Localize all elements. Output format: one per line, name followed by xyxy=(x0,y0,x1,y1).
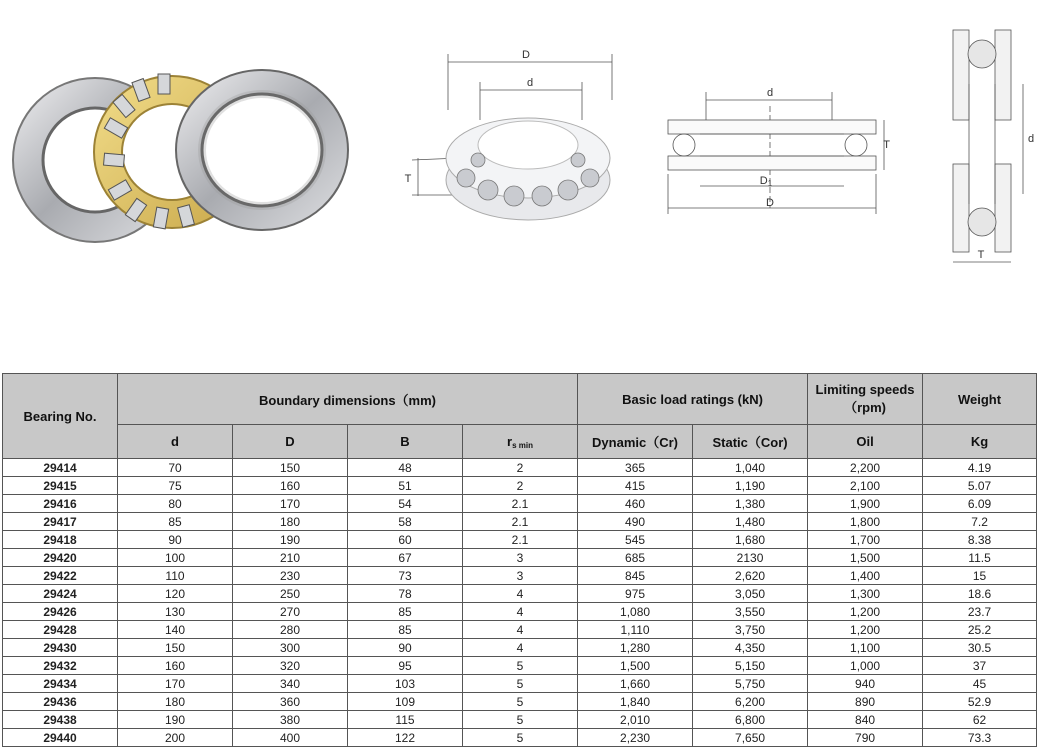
table-cell: 2130 xyxy=(693,549,808,567)
table-row xyxy=(3,657,1037,675)
table-cell: 365 xyxy=(578,459,693,477)
table-cell: 62 xyxy=(923,711,1037,729)
table-cell: 60 xyxy=(348,531,463,549)
table-cell: 1,480 xyxy=(693,513,808,531)
table-cell: 3 xyxy=(463,549,578,567)
table-cell: 415 xyxy=(578,477,693,495)
table-cell: 2.1 xyxy=(463,531,578,549)
table-cell: 845 xyxy=(578,567,693,585)
table-body xyxy=(3,459,1037,747)
header-rs-min: $r_{s min}$ xyxy=(463,425,578,459)
bearing-number-cell: 29428 xyxy=(3,621,118,639)
table-row xyxy=(3,603,1037,621)
table-cell: 4 xyxy=(463,639,578,657)
bearing-number-cell: 29416 xyxy=(3,495,118,513)
table-cell: 230 xyxy=(233,567,348,585)
table-cell: 1,380 xyxy=(693,495,808,513)
table-row xyxy=(3,639,1037,657)
table-cell: 4 xyxy=(463,603,578,621)
table-cell: 1,680 xyxy=(693,531,808,549)
bearing-photo xyxy=(0,0,352,352)
table-cell: 70 xyxy=(118,459,233,477)
table-cell: 85 xyxy=(348,603,463,621)
section-d-label: d xyxy=(766,87,774,99)
table-cell: 5.07 xyxy=(923,477,1037,495)
table-cell: 90 xyxy=(118,531,233,549)
side-T-label: T xyxy=(977,249,985,261)
table-cell: 45 xyxy=(923,675,1037,693)
table-cell: 320 xyxy=(233,657,348,675)
table-row xyxy=(3,477,1037,495)
table-cell: 160 xyxy=(233,477,348,495)
table-cell: 2.1 xyxy=(463,495,578,513)
table-cell: 1,300 xyxy=(808,585,923,603)
table-cell: 940 xyxy=(808,675,923,693)
table-row xyxy=(3,549,1037,567)
table-cell: 250 xyxy=(233,585,348,603)
table-row xyxy=(3,621,1037,639)
perspective-drawing xyxy=(400,40,630,230)
table-cell: 54 xyxy=(348,495,463,513)
table-row xyxy=(3,729,1037,747)
table-cell: 100 xyxy=(118,549,233,567)
bearing-number-cell: 29418 xyxy=(3,531,118,549)
table-cell: 2.1 xyxy=(463,513,578,531)
table-cell: 2,620 xyxy=(693,567,808,585)
table-cell: 1,400 xyxy=(808,567,923,585)
table-cell: 122 xyxy=(348,729,463,747)
table-cell: 1,200 xyxy=(808,603,923,621)
table-row xyxy=(3,693,1037,711)
table-cell: 2,230 xyxy=(578,729,693,747)
table-cell: 5 xyxy=(463,693,578,711)
bearing-number-cell: 29432 xyxy=(3,657,118,675)
header-dynamic: Dynamic（Cr) xyxy=(578,425,693,459)
table-row xyxy=(3,585,1037,603)
bearing-number-cell: 29440 xyxy=(3,729,118,747)
table-cell: 90 xyxy=(348,639,463,657)
table-row xyxy=(3,711,1037,729)
table-cell: 1,100 xyxy=(808,639,923,657)
table-cell: 25.2 xyxy=(923,621,1037,639)
table-cell: 67 xyxy=(348,549,463,567)
table-cell: 7,650 xyxy=(693,729,808,747)
table-cell: 210 xyxy=(233,549,348,567)
illustrations xyxy=(0,0,1038,372)
table-cell: 190 xyxy=(233,531,348,549)
table-cell: 685 xyxy=(578,549,693,567)
table-cell: 840 xyxy=(808,711,923,729)
table-cell: 52.9 xyxy=(923,693,1037,711)
header-limiting-speeds: Limiting speeds（rpm) xyxy=(808,374,923,425)
table-cell: 18.6 xyxy=(923,585,1037,603)
table-cell: 80 xyxy=(118,495,233,513)
bearing-number-cell: 29436 xyxy=(3,693,118,711)
table-cell: 3,550 xyxy=(693,603,808,621)
table-cell: 2 xyxy=(463,459,578,477)
table-row xyxy=(3,567,1037,585)
header-B: B xyxy=(348,425,463,459)
table-cell: 6.09 xyxy=(923,495,1037,513)
table-cell: 270 xyxy=(233,603,348,621)
bearing-number-cell: 29424 xyxy=(3,585,118,603)
table-cell: 11.5 xyxy=(923,549,1037,567)
header-bearing-no: Bearing No. xyxy=(3,374,118,459)
table-cell: 160 xyxy=(118,657,233,675)
table-cell: 30.5 xyxy=(923,639,1037,657)
table-cell: 1,660 xyxy=(578,675,693,693)
header-d: d xyxy=(118,425,233,459)
dim-T-label: T xyxy=(404,173,412,185)
section-T-label: T xyxy=(883,139,890,151)
table-cell: 58 xyxy=(348,513,463,531)
section-D1-label: D1 xyxy=(759,175,773,188)
table-cell: 75 xyxy=(118,477,233,495)
table-cell: 4,350 xyxy=(693,639,808,657)
table-cell: 78 xyxy=(348,585,463,603)
table-cell: 2 xyxy=(463,477,578,495)
table-cell: 460 xyxy=(578,495,693,513)
table-row xyxy=(3,459,1037,477)
table-cell: 4.19 xyxy=(923,459,1037,477)
bearing-number-cell: 29430 xyxy=(3,639,118,657)
table-cell: 380 xyxy=(233,711,348,729)
table-cell: 4 xyxy=(463,585,578,603)
table-cell: 1,280 xyxy=(578,639,693,657)
table-row xyxy=(3,495,1037,513)
section-D-label: D xyxy=(766,197,774,209)
table-cell: 180 xyxy=(118,693,233,711)
bearing-number-cell: 29438 xyxy=(3,711,118,729)
table-cell: 109 xyxy=(348,693,463,711)
header-kg: Kg xyxy=(923,425,1037,459)
table-cell: 280 xyxy=(233,621,348,639)
table-cell: 2,200 xyxy=(808,459,923,477)
table-cell: 490 xyxy=(578,513,693,531)
table-cell: 73 xyxy=(348,567,463,585)
table-cell: 85 xyxy=(348,621,463,639)
table-cell: 103 xyxy=(348,675,463,693)
table-cell: 1,900 xyxy=(808,495,923,513)
bearing-number-cell: 29414 xyxy=(3,459,118,477)
table-cell: 1,200 xyxy=(808,621,923,639)
table-cell: 5 xyxy=(463,675,578,693)
dim-D-label: D xyxy=(522,49,530,61)
table-cell: 300 xyxy=(233,639,348,657)
bearing-number-cell: 29415 xyxy=(3,477,118,495)
table-cell: 4 xyxy=(463,621,578,639)
table-cell: 115 xyxy=(348,711,463,729)
header-boundary-dimensions: Boundary dimensions（mm) xyxy=(118,374,578,425)
table-cell: 8.38 xyxy=(923,531,1037,549)
table-cell: 48 xyxy=(348,459,463,477)
table-cell: 85 xyxy=(118,513,233,531)
table-cell: 890 xyxy=(808,693,923,711)
table-cell: 150 xyxy=(233,459,348,477)
header-static: Static（Cor) xyxy=(693,425,808,459)
table-cell: 2,100 xyxy=(808,477,923,495)
table-cell: 2,010 xyxy=(578,711,693,729)
bearing-number-cell: 29422 xyxy=(3,567,118,585)
header-D: D xyxy=(233,425,348,459)
header-oil: Oil xyxy=(808,425,923,459)
table-cell: 545 xyxy=(578,531,693,549)
table-cell: 51 xyxy=(348,477,463,495)
table-cell: 975 xyxy=(578,585,693,603)
table-cell: 73.3 xyxy=(923,729,1037,747)
table-cell: 5 xyxy=(463,657,578,675)
table-cell: 5,750 xyxy=(693,675,808,693)
table-cell: 170 xyxy=(118,675,233,693)
table-cell: 23.7 xyxy=(923,603,1037,621)
table-cell: 1,000 xyxy=(808,657,923,675)
table-cell: 3 xyxy=(463,567,578,585)
table-cell: 1,500 xyxy=(578,657,693,675)
table-cell: 1,040 xyxy=(693,459,808,477)
table-cell: 360 xyxy=(233,693,348,711)
table-cell: 110 xyxy=(118,567,233,585)
table-cell: 200 xyxy=(118,729,233,747)
side-d-label: d xyxy=(1027,133,1035,145)
bearing-number-cell: 29434 xyxy=(3,675,118,693)
table-cell: 6,200 xyxy=(693,693,808,711)
table-row xyxy=(3,531,1037,549)
table-row xyxy=(3,513,1037,531)
table-cell: 1,500 xyxy=(808,549,923,567)
bearing-number-cell: 29420 xyxy=(3,549,118,567)
table-cell: 130 xyxy=(118,603,233,621)
table-cell: 1,800 xyxy=(808,513,923,531)
table-cell: 5,150 xyxy=(693,657,808,675)
table-cell: 3,050 xyxy=(693,585,808,603)
table-cell: 340 xyxy=(233,675,348,693)
header-weight: Weight xyxy=(923,374,1037,425)
table-cell: 1,110 xyxy=(578,621,693,639)
table-cell: 1,700 xyxy=(808,531,923,549)
table-cell: 6,800 xyxy=(693,711,808,729)
header-basic-load-ratings: Basic load ratings (kN) xyxy=(578,374,808,425)
table-cell: 1,190 xyxy=(693,477,808,495)
table-cell: 140 xyxy=(118,621,233,639)
table-cell: 1,080 xyxy=(578,603,693,621)
table-cell: 5 xyxy=(463,711,578,729)
bearing-number-cell: 29417 xyxy=(3,513,118,531)
table-cell: 15 xyxy=(923,567,1037,585)
table-cell: 180 xyxy=(233,513,348,531)
table-cell: 790 xyxy=(808,729,923,747)
table-cell: 5 xyxy=(463,729,578,747)
table-cell: 120 xyxy=(118,585,233,603)
table-cell: 170 xyxy=(233,495,348,513)
side-section-drawing xyxy=(935,14,1038,274)
dim-d-label: d xyxy=(526,77,534,89)
bearing-number-cell: 29426 xyxy=(3,603,118,621)
table-cell: 400 xyxy=(233,729,348,747)
table-cell: 3,750 xyxy=(693,621,808,639)
table-cell: 150 xyxy=(118,639,233,657)
table-cell: 1,840 xyxy=(578,693,693,711)
table-cell: 95 xyxy=(348,657,463,675)
bearing-spec-table xyxy=(2,373,1037,747)
table-row xyxy=(3,675,1037,693)
table-cell: 37 xyxy=(923,657,1037,675)
section-drawing xyxy=(660,78,890,218)
table-cell: 7.2 xyxy=(923,513,1037,531)
table-cell: 190 xyxy=(118,711,233,729)
